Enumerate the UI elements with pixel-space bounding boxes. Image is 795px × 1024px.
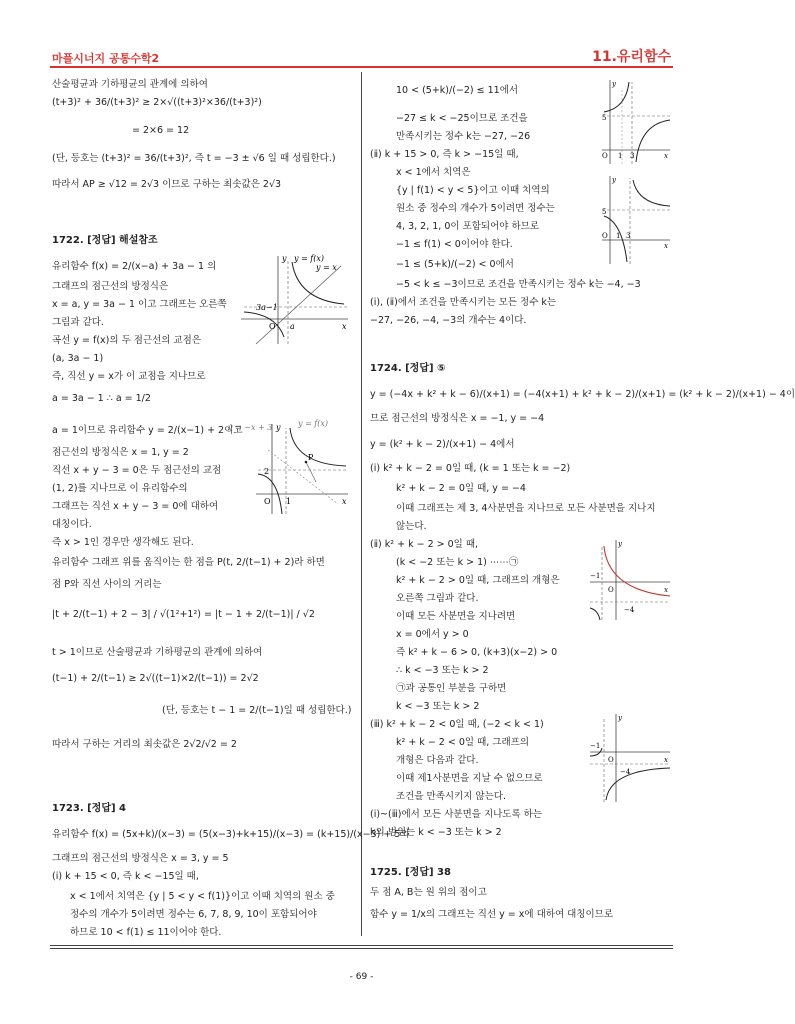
right-line-38: 1725. [정답] 38 (370, 867, 451, 878)
g1722b-label-2: 2 (264, 467, 270, 476)
g1722b-label-1: 1 (286, 497, 292, 506)
left-line-8: x = a, y = 3a − 1 이고 그래프는 오른쪽 (52, 299, 227, 310)
left-line-16: 직선 x + y − 3 = 0은 두 점근선의 교점 (52, 465, 222, 476)
left-line-26: (단, 등호는 t − 1 = 2/(t−1)일 때 성립한다.) (162, 705, 352, 716)
left-line-29: 유리함수 f(x) = (5x+k)/(x−3) = (5(x−3)+k+15)/(x−3) = (k+15)/(x−3) + 5의 (52, 829, 410, 840)
left-line-0: 산술평균과 기하평균의 관계에 의하여 (52, 79, 208, 90)
g1722a-label-y: y (282, 254, 287, 263)
g1724b-label-o: O (608, 756, 614, 764)
g1722b-label-o: O (264, 497, 271, 506)
left-line-28: 1723. [정답] 4 (52, 803, 127, 814)
column-divider (361, 72, 362, 936)
right-line-25: 이때 모든 사분면을 지나려면 (396, 611, 516, 622)
right-line-40: 함수 y = 1/x의 그래프는 직선 y = x에 대하여 대칭이므로 (370, 909, 614, 920)
g1723b-label-5: 5 (602, 208, 607, 216)
graph-1722-asymptotes (236, 252, 351, 347)
left-line-3: (단, 등호는 (t+3)² = 36/(t+3)², 즉 t = −3 ± √6 일 때 성립한다.) (52, 153, 336, 164)
right-line-3: (ⅱ) k + 15 > 0, 즉 k > −15일 때, (370, 149, 519, 160)
g1722a-label-o: O (269, 322, 276, 331)
g1723b-label-1: 1 (616, 232, 621, 240)
header-chapter-title: 11.유리함수 (592, 49, 671, 65)
footer-rule (50, 945, 673, 946)
g1723a-label-o: O (602, 152, 608, 160)
right-line-2: 만족시키는 정수 k는 −27, −26 (396, 131, 531, 142)
left-line-6: 유리함수 f(x) = 2/(x−a) + 3a − 1 의 (52, 261, 217, 272)
right-line-36: (ⅰ)~(ⅲ)에서 모든 사분면을 지나도록 하는 (370, 809, 543, 820)
g1723a-label-x: x (664, 152, 668, 160)
right-line-7: 4, 3, 2, 1, 0이 포함되어야 하므로 (396, 221, 540, 232)
left-line-9: 그림과 같다. (52, 317, 104, 328)
graph-1722-symmetry (228, 418, 352, 518)
g1722a-label-x: x (342, 322, 347, 331)
right-line-20: 않는다. (396, 521, 427, 532)
right-line-23: k² + k − 2 > 0일 때, 그래프의 개형은 (396, 575, 560, 586)
graph-1723-case2 (600, 174, 672, 266)
left-line-24: t > 1이므로 산술평균과 기하평균의 관계에 의하여 (52, 647, 263, 658)
left-line-21: 유리함수 그래프 위를 움직이는 한 점을 P(t, 2/(t−1) + 2)라 하면 (52, 557, 325, 568)
right-line-6: 원소 중 정수의 개수가 5이려면 정수는 (396, 203, 555, 214)
left-line-4: 따라서 AP ≥ √12 = 2√3 이므로 구하는 최솟값은 2√3 (52, 179, 282, 190)
g1723a-label-1: 1 (618, 152, 623, 160)
right-line-13: 1724. [정답] ⑤ (370, 363, 446, 374)
g1723b-label-3: 3 (626, 232, 631, 240)
left-line-13: a = 3a − 1 ∴ a = 1/2 (52, 393, 151, 404)
right-line-33: 개형은 다음과 같다. (396, 755, 479, 766)
right-line-11: (ⅰ), (ⅱ)에서 조건을 만족시키는 모든 정수 k는 (370, 297, 557, 308)
right-line-5: {y | f(1) < y < 5}이고 이때 치역의 (396, 185, 550, 196)
right-line-27: 즉 k² + k − 6 > 0, (k+3)(x−2) > 0 (396, 647, 558, 658)
right-line-19: 이때 그래프는 제 3, 4사분면을 지나므로 모든 사분면을 지나지 (396, 503, 656, 514)
right-line-28: ∴ k < −3 또는 k > 2 (396, 665, 489, 676)
right-line-4: x < 1에서 치역은 (396, 167, 471, 178)
g1723a-label-y: y (612, 80, 616, 88)
left-line-7: 그래프의 점근선의 방정식은 (52, 281, 169, 292)
right-line-18: k² + k − 2 = 0일 때, y = −4 (396, 483, 526, 494)
g1723b-label-x: x (664, 242, 668, 250)
g1722a-label-3a1: 3a−1 (256, 303, 278, 312)
right-line-1: −27 ≤ k < −25이므로 조건을 (396, 113, 528, 124)
header-book-title: 마플시너지 공통수학2 (52, 52, 160, 65)
g1722a-label-fx: y = f(x) (294, 254, 325, 263)
left-line-27: 따라서 구하는 거리의 최솟값은 2√2/√2 = 2 (52, 739, 237, 750)
left-line-25: (t−1) + 2/(t−1) ≥ 2√((t−1)×2/(t−1)) = 2√2 (52, 673, 259, 684)
left-line-15: 점근선의 방정식은 x = 1, y = 2 (52, 447, 189, 458)
left-line-31: (ⅰ) k + 15 < 0, 즉 k < −15일 때, (52, 871, 199, 882)
right-line-37: k의 범위는 k < −3 또는 k > 2 (370, 827, 502, 838)
g1722b-label-p: P (308, 453, 314, 462)
left-line-14: a = 1이므로 유리함수 y = 2/(x−1) + 2이고 (52, 425, 243, 436)
right-line-21: (ⅱ) k² + k − 2 > 0일 때, (370, 539, 479, 550)
g1722b-label-x: x (342, 497, 347, 506)
header-rule (50, 66, 673, 68)
g1724a-label-neg1: −1 (590, 572, 601, 580)
right-line-22: (k < −2 또는 k > 1) ⋯⋯㉠ (396, 557, 519, 568)
g1722a-label-yx: y = x (316, 263, 337, 272)
left-line-17: (1, 2)를 지나므로 이 유리함수의 (52, 483, 188, 494)
left-line-11: (a, 3a − 1) (52, 353, 104, 364)
left-line-18: 그래프는 직선 x + y − 3 = 0에 대하여 (52, 501, 219, 512)
right-line-35: 조건을 만족시키지 않는다. (396, 791, 507, 802)
g1724a-label-neg4: −4 (624, 606, 635, 614)
left-line-1: (t+3)² + 36/(t+3)² ≥ 2×√((t+3)²×36/(t+3)²) (52, 97, 262, 108)
footer-rule-2 (50, 948, 673, 949)
graph-1724-case3 (588, 712, 672, 804)
g1722b-label-fx: y = f(x) (298, 419, 329, 428)
left-line-23: |t + 2/(t−1) + 2 − 3| / √(1²+1²) = |t − 1 + 2/(t−1)| / √2 (52, 609, 315, 620)
right-line-24: 오른쪽 그림과 같다. (396, 593, 479, 604)
page-number: - 69 - (349, 972, 374, 982)
right-line-34: 이때 제1사분면을 지날 수 없으므로 (396, 773, 543, 784)
g1724b-label-x: x (664, 756, 668, 764)
left-line-34: 하므로 10 < f(1) ≤ 11이어야 한다. (70, 927, 222, 938)
right-line-17: (ⅰ) k² + k − 2 = 0일 때, (k = 1 또는 k = −2) (370, 463, 571, 474)
left-line-12: 즉, 직선 y = x가 이 교점을 지나므로 (52, 371, 206, 382)
g1724b-label-neg4: −4 (620, 768, 631, 776)
g1722b-label-y: y (276, 423, 281, 432)
g1724a-label-x: x (664, 586, 668, 594)
right-line-29: ㉠과 공통인 부분을 구하면 (396, 683, 507, 694)
left-line-19: 대칭이다. (52, 519, 92, 530)
g1724a-label-y: y (618, 540, 622, 548)
right-line-39: 두 점 A, B는 원 위의 점이고 (370, 887, 487, 898)
right-line-32: k² + k − 2 < 0일 때, 그래프의 (396, 737, 530, 748)
g1723b-label-y: y (612, 176, 616, 184)
right-line-15: 므로 점근선의 방정식은 x = −1, y = −4 (370, 413, 545, 424)
g1723a-label-3: 3 (630, 152, 635, 160)
left-line-33: 정수의 개수가 5이려면 정수는 6, 7, 8, 9, 10이 포함되어야 (70, 909, 317, 920)
right-line-12: −27, −26, −4, −3의 개수는 4이다. (370, 315, 527, 326)
right-line-26: x = 0에서 y > 0 (396, 629, 469, 640)
left-line-22: 점 P와 직선 사이의 거리는 (52, 579, 162, 590)
left-line-2: = 2×6 = 12 (132, 125, 190, 136)
left-line-5: 1722. [정답] 해설참조 (52, 235, 158, 246)
right-line-14: y = (−4x + k² + k − 6)/(x+1) = (−4(x+1) + k² + k − 2)/(x+1) = (k² + k − 2)/(x+1) − 4이 (370, 389, 795, 400)
right-line-0: 10 < (5+k)/(−2) ≤ 11에서 (396, 85, 519, 96)
left-line-30: 그래프의 점근선의 방정식은 x = 3, y = 5 (52, 853, 229, 864)
right-line-8: −1 ≤ f(1) < 0이어야 한다. (396, 239, 513, 250)
right-line-16: y = (k² + k − 2)/(x+1) − 4에서 (370, 439, 515, 450)
graph-1724-case2 (588, 538, 672, 622)
left-line-32: x < 1에서 치역은 {y | 5 < y < f(1)}이고 이때 치역의 원소 중 (70, 891, 335, 902)
g1722a-label-a: a (290, 322, 295, 331)
left-line-10: 곡선 y = f(x)의 두 점근선의 교점은 (52, 335, 202, 346)
g1722b-label-line: y = −x + 3 (228, 423, 273, 432)
right-line-31: (ⅲ) k² + k − 2 < 0일 때, (−2 < k < 1) (370, 719, 544, 730)
g1723b-label-o: O (602, 232, 608, 240)
graph-1723-case1 (600, 78, 672, 166)
g1724b-label-y: y (618, 714, 622, 722)
g1724b-label-neg1: −1 (590, 742, 601, 750)
left-line-20: 즉 x > 1인 경우만 생각해도 된다. (52, 537, 194, 548)
g1723a-label-5: 5 (602, 114, 607, 122)
right-line-9: −1 ≤ (5+k)/(−2) < 0에서 (396, 259, 514, 270)
right-line-30: k < −3 또는 k > 2 (396, 701, 480, 712)
right-line-10: −5 < k ≤ −3이므로 조건을 만족시키는 정수 k는 −4, −3 (396, 279, 641, 290)
g1724a-label-o: O (608, 586, 614, 594)
